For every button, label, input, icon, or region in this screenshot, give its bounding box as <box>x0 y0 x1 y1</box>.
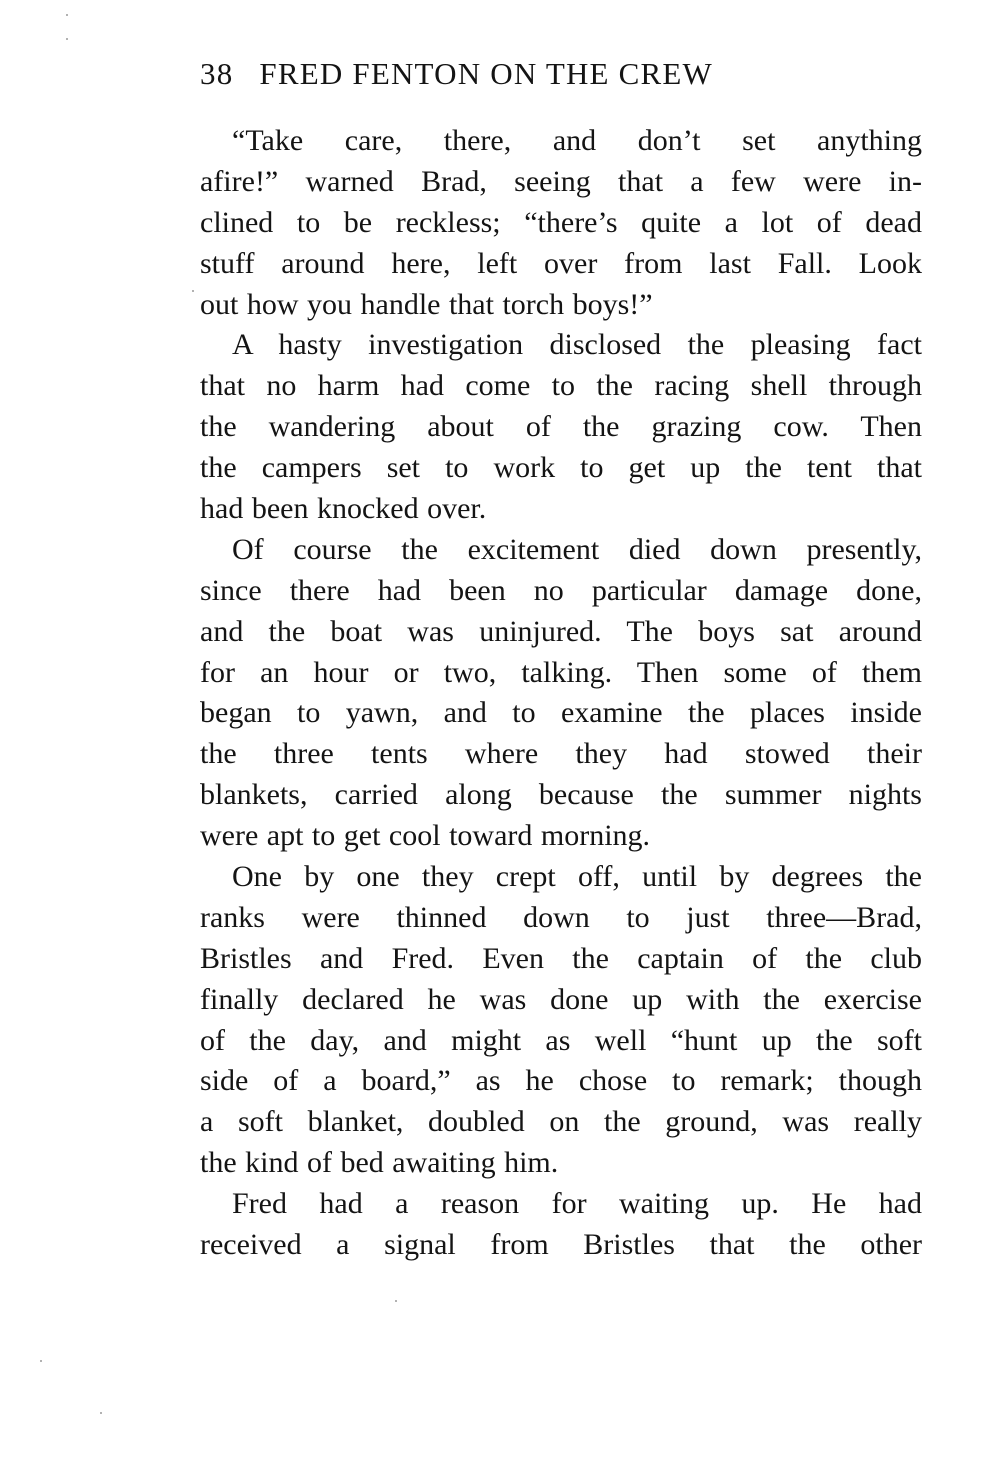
text-line: were apt to get cool toward morning. <box>200 819 651 853</box>
text-line: the kind of bed awaiting him. <box>200 1146 559 1180</box>
text-line: the wandering about of the grazing cow. Then <box>200 410 922 444</box>
text-line: A hasty investigation disclosed the pleasing fact <box>232 328 922 362</box>
page-number: 38 <box>200 56 234 91</box>
running-head <box>200 56 860 92</box>
text-line: finally declared he was done up with the exercise <box>200 982 922 1016</box>
text-line: Bristles and Fred. Even the captain of the club <box>200 941 922 975</box>
text-line: received a signal from Bristles that the other <box>200 1228 922 1262</box>
book-title: FRED FENTON ON THE CREW <box>259 56 713 91</box>
body-text <box>200 121 922 1266</box>
text-line: stuff around here, left over from last Fall. Look <box>200 246 922 280</box>
text-line: Of course the excitement died down presently, <box>232 532 922 566</box>
text-line: blankets, carried along because the summer nights <box>200 778 922 812</box>
text-line: for an hour or two, talking. Then some of them <box>200 655 922 689</box>
text-line: clined to be reckless; “there’s quite a lot of dead <box>200 205 922 239</box>
scan-speck <box>100 1412 102 1414</box>
text-line: since there had been no particular damage done, <box>200 573 922 607</box>
text-line: One by one they crept off, until by degrees the <box>232 860 922 894</box>
text-line: had been knocked over. <box>200 492 487 526</box>
text-line: side of a board,” as he chose to remark; though <box>200 1064 922 1098</box>
scan-speck <box>192 290 194 292</box>
text-line: that no harm had come to the racing shell through <box>200 369 922 403</box>
scan-speck <box>395 1300 397 1302</box>
text-line: the campers set to work to get up the tent that <box>200 451 922 485</box>
text-line: “Take care, there, and don’t set anything <box>232 124 922 157</box>
text-line: afire!” warned Brad, seeing that a few were in- <box>200 164 922 198</box>
text-line: and the boat was uninjured. The boys sat around <box>200 614 922 648</box>
scan-speck <box>40 1360 42 1362</box>
scan-speck <box>66 14 68 16</box>
text-line: of the day, and might as well “hunt up the soft <box>200 1023 922 1057</box>
text-line: a soft blanket, doubled on the ground, was really <box>200 1105 922 1139</box>
text-line: out how you handle that torch boys!” <box>200 287 653 321</box>
text-line: the three tents where they had stowed their <box>200 737 922 771</box>
text-line: ranks were thinned down to just three—Brad, <box>200 900 922 934</box>
scan-speck <box>66 38 68 40</box>
text-line: began to yawn, and to examine the places inside <box>200 696 922 730</box>
text-line: Fred had a reason for waiting up. He had <box>232 1187 922 1221</box>
